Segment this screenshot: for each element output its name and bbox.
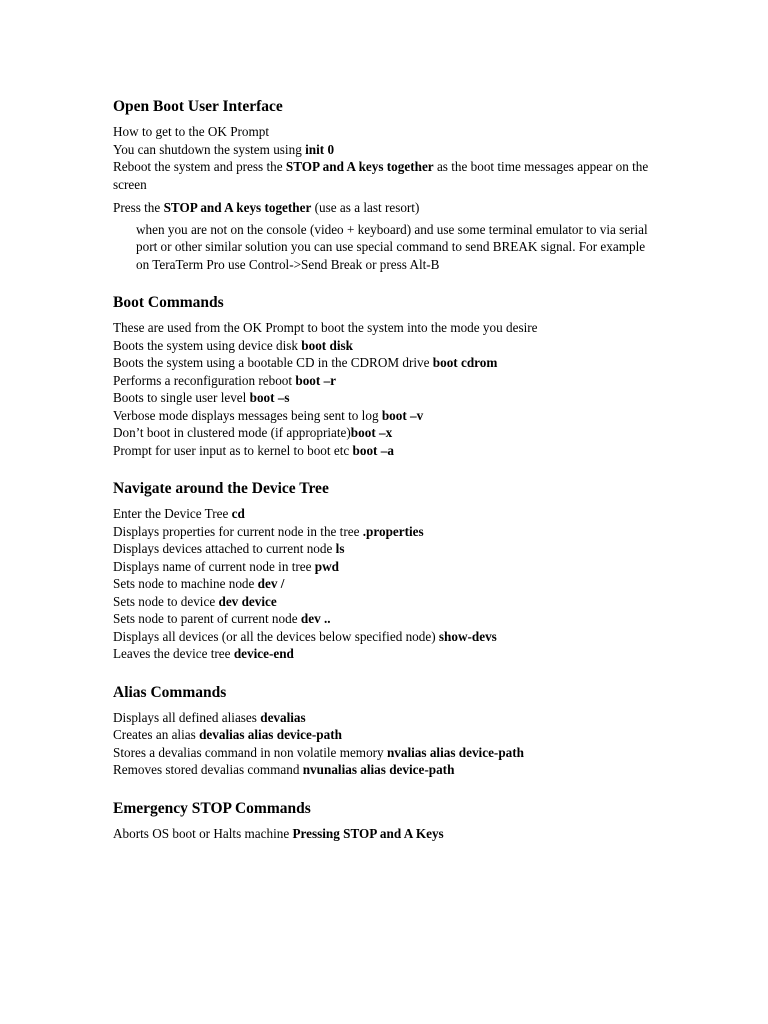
section-heading: Emergency STOP Commands [113,799,311,817]
text-line: Prompt for user input as to kernel to boot etc boot –a [113,442,394,458]
text-line: These are used from the OK Prompt to boot the system into the mode you desire [113,320,538,335]
section-alias-commands [113,682,653,779]
text-line: Aborts OS boot or Halts machine Pressing STOP and A Keys [113,825,444,841]
section-boot-commands [113,292,653,459]
section-heading: Open Boot User Interface [113,98,283,115]
text-line: Displays devices attached to current node ls [113,541,345,556]
section-heading: Navigate around the Device Tree [113,480,329,497]
text-line: Creates an alias devalias alias device-path [113,727,342,742]
section-heading: Alias Commands [113,683,227,701]
section-emergency-stop [113,798,653,843]
text-line: You can shutdown the system using init 0 [113,141,335,157]
section-device-tree [113,478,653,663]
text-line: Stores a devalias command in non volatile memory nvalias alias device-path [113,744,524,760]
text-line: Boots the system using device disk boot disk [113,337,353,353]
text-line: Boots to single user level boot –s [113,390,290,405]
text-line: Reboot the system and press the STOP and A keys together as the boot time messages appear on the screen [113,159,649,192]
text-line: Leaves the device tree device-end [113,646,294,661]
document-page [113,96,653,842]
section-open-boot [113,96,653,273]
text-line: Press the STOP and A keys together (use as a last resort) [113,200,420,215]
text-line: Verbose mode displays messages being sent to log boot –v [113,407,424,423]
section-heading: Boot Commands [113,294,224,311]
text-line: Boots the system using a bootable CD in the CDROM drive boot cdrom [113,355,498,370]
text-line: Sets node to device dev device [113,593,277,609]
text-line: Displays properties for current node in the tree .properties [113,523,424,539]
text-line: Performs a reconfiguration reboot boot –r [113,372,337,388]
text-line: Displays name of current node in tree pwd [113,558,339,574]
text-line: Enter the Device Tree cd [113,506,245,521]
text-line: Don’t boot in clustered mode (if appropriate)boot –x [113,425,393,440]
text-line: Sets node to parent of current node dev .. [113,611,331,626]
text-line: Removes stored devalias command nvunalias alias device-path [113,762,455,777]
text-line: How to get to the OK Prompt [113,124,270,139]
indented-note: when you are not on the console (video + keyboard) and use some terminal emulator to via serial port or other similar solution you can use special command to send BREAK signal. For example on TeraTerm Pro use Control->Send Break or press Alt-B [136,221,648,272]
text-line: Displays all devices (or all the devices below specified node) show-devs [113,628,497,644]
text-line: Displays all defined aliases devalias [113,709,306,725]
text-line: Sets node to machine node dev / [113,576,285,591]
